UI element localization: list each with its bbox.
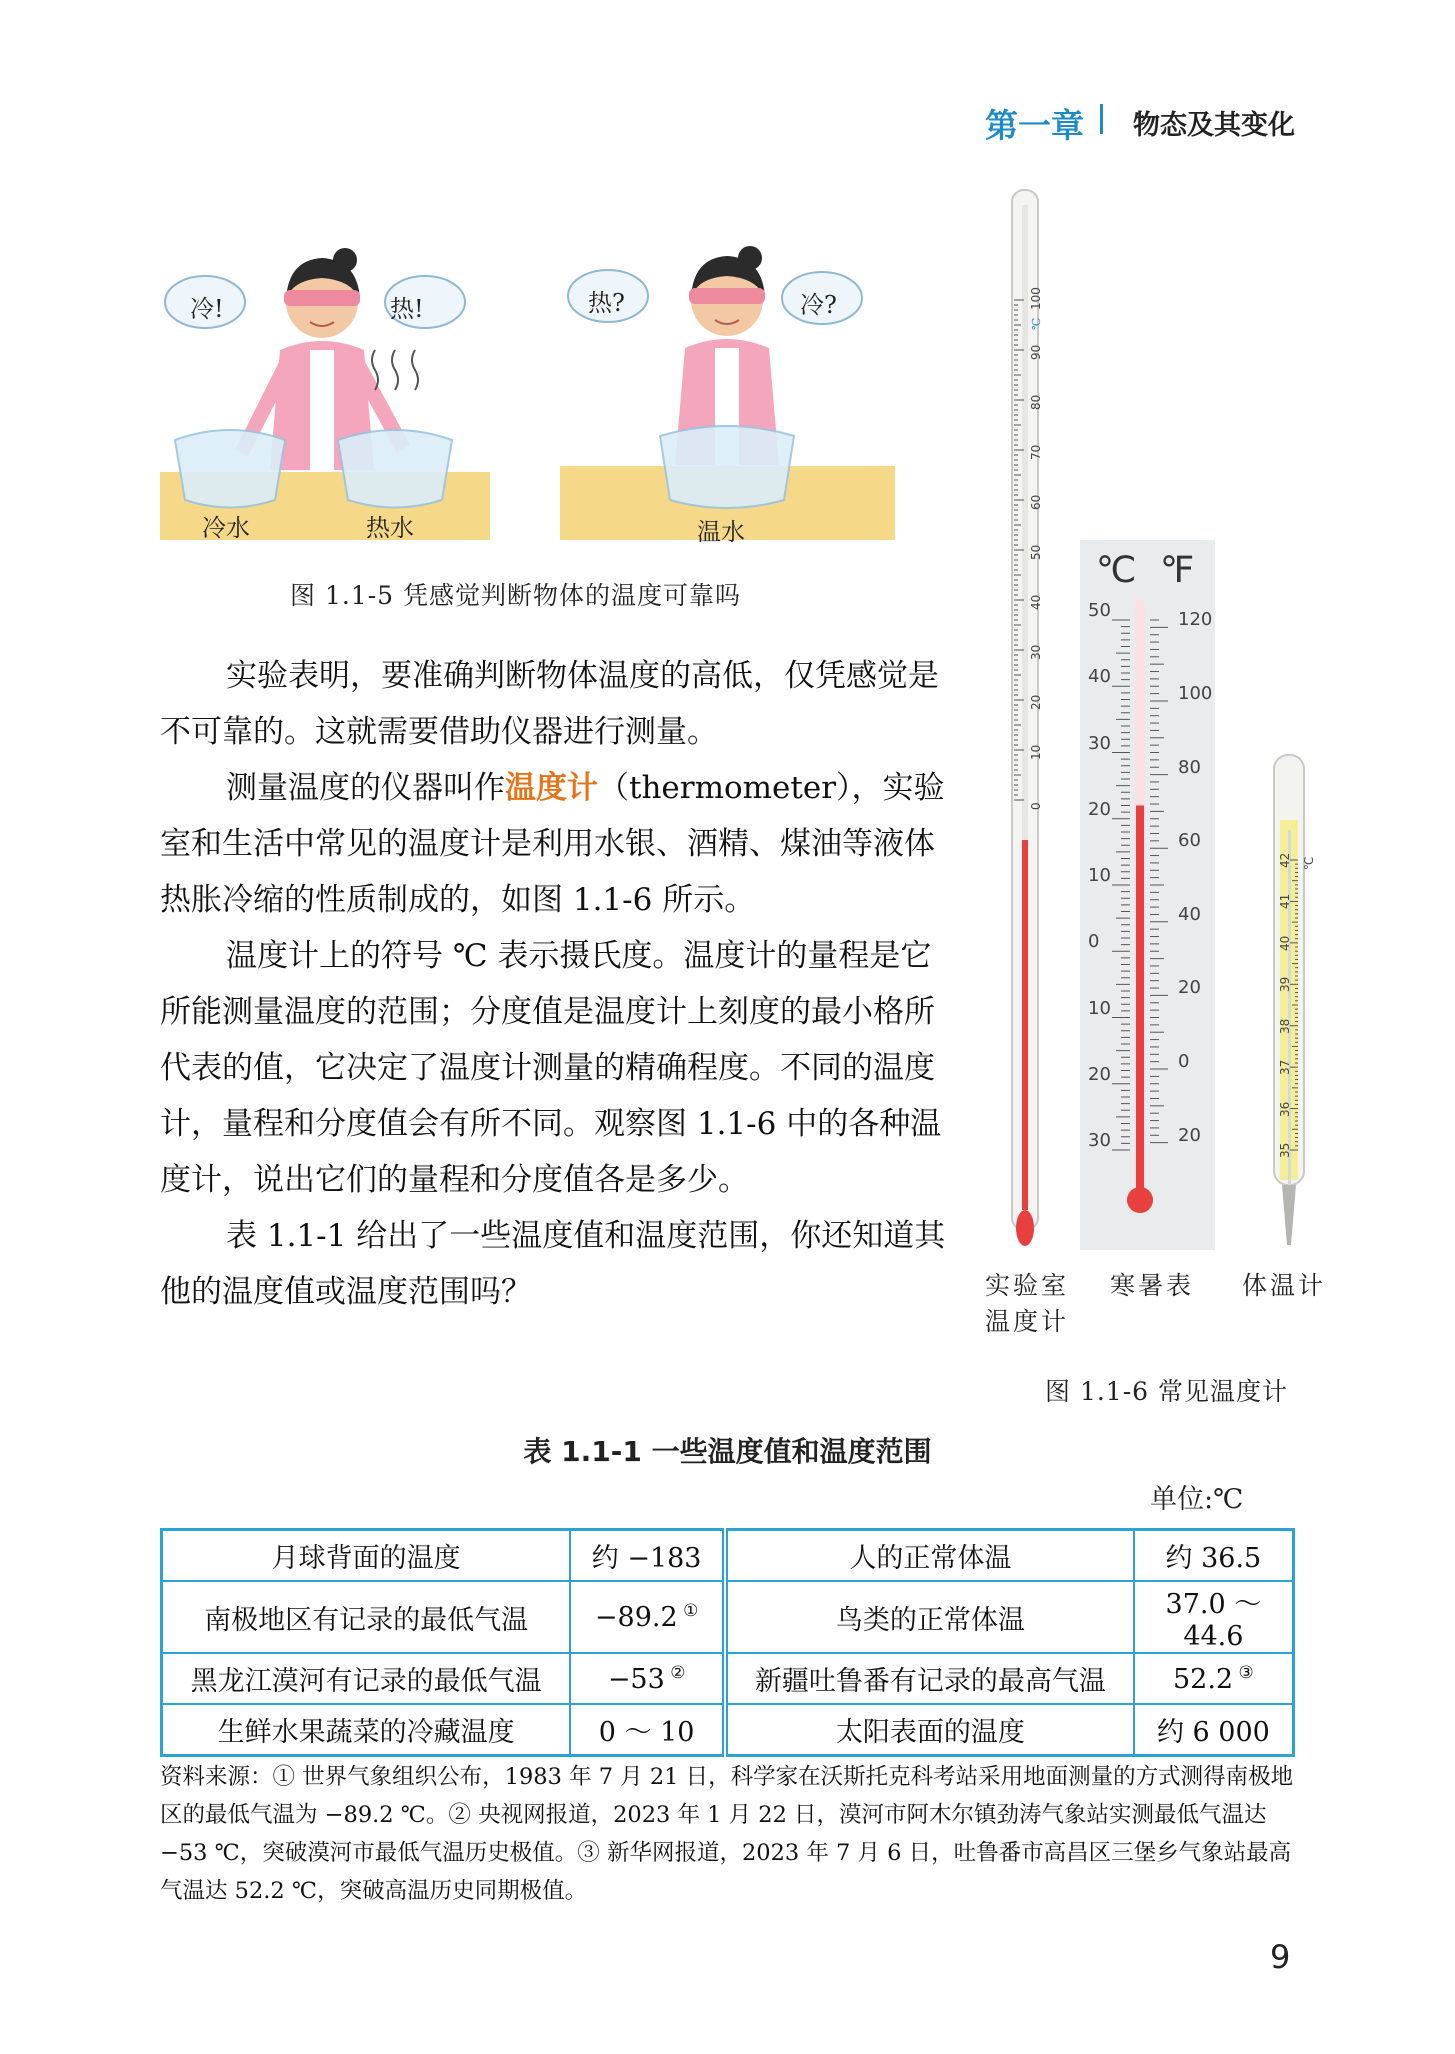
fahrenheit-tick-label: 120 — [1178, 609, 1213, 631]
bubble-hot-question: 热? — [588, 289, 625, 317]
page-number: 9 — [1270, 1938, 1291, 1976]
celsius-tick-label: 20 — [1088, 1063, 1111, 1085]
clinical-tick-label: 39 — [1278, 977, 1292, 993]
table-cell-item: 黑龙江漠河有记录的最低气温 — [162, 1653, 571, 1704]
table-cell-value: 52.2 ③ — [1134, 1653, 1294, 1704]
paragraph-2-end: （thermometer），实验室和生活中常见的温度计是利用水银、酒精、煤油等液体热胀冷缩的性质制成的，如图 1.1-6 所示。 — [160, 770, 945, 918]
celsius-tick-label: 30 — [1088, 732, 1111, 754]
clinical-thermometer — [1262, 750, 1322, 1250]
table-unit: 单位:℃ — [1150, 1484, 1244, 1515]
table-cell-item: 南极地区有记录的最低气温 — [162, 1581, 571, 1653]
bubble-cold-exclaim: 冷! — [190, 295, 224, 323]
celsius-tick-label: 10 — [1088, 865, 1111, 886]
table-cell-item: 生鲜水果蔬菜的冷藏温度 — [162, 1704, 571, 1756]
footnote-marker: ③ — [1233, 1662, 1254, 1683]
celsius-tick-label: 30 — [1088, 1130, 1111, 1151]
table-cell-value: −89.2 ① — [570, 1581, 725, 1653]
body-text — [160, 648, 950, 1320]
clinical-unit-label: ℃ — [1302, 856, 1316, 870]
lab-thermometer-graphic — [1000, 180, 1060, 1260]
lab-tick-label: 40 — [1029, 594, 1043, 610]
table-cell-value: −53 ② — [570, 1653, 725, 1704]
chapter-label: 第一章 — [985, 106, 1084, 145]
fahrenheit-tick-label: 20 — [1178, 977, 1201, 999]
label-cold-water: 冷水 — [202, 514, 250, 542]
fahrenheit-tick-label: 0 — [1178, 1051, 1190, 1073]
footnote-marker: ① — [677, 1601, 699, 1621]
fahrenheit-tick-label: 20 — [1178, 1124, 1201, 1146]
fahrenheit-tick-label: 80 — [1178, 756, 1201, 778]
label-lab-thermometer: 实验室温度计 — [985, 1271, 1070, 1336]
table-cell-value: 约 6 000 — [1134, 1704, 1294, 1756]
table-cell-item: 人的正常体温 — [725, 1530, 1134, 1582]
clinical-tick-label: 38 — [1278, 1018, 1292, 1034]
bubble-hot-exclaim: 热! — [390, 295, 424, 323]
chapter-title: 物态及其变化 — [1133, 110, 1295, 141]
lab-tick-label: 60 — [1029, 494, 1043, 510]
label-hot-water: 热水 — [366, 514, 414, 542]
paragraph-3: 温度计上的符号 ℃ 表示摄氏度。温度计的量程是它所能测量温度的范围；分度值是温度计上刻度的最小格所代表的值，它决定了温度计测量的精确程度。不同的温度计，量程和分度值会有所不同。观察图 1.1-6 中的各种温度计，说出它们的量程和分度值各是多少。 — [160, 938, 942, 1198]
celsius-tick-label: 50 — [1088, 600, 1111, 621]
clinical-tick-label: 41 — [1278, 894, 1292, 910]
girl-hands-in-cold-and-hot-water-illustration — [160, 240, 490, 540]
table-cell-item: 太阳表面的温度 — [725, 1704, 1134, 1756]
table-row — [162, 1581, 1294, 1653]
table-cell-item: 鸟类的正常体温 — [725, 1581, 1134, 1653]
paragraph-1: 实验表明，要准确判断物体温度的高低，仅凭感觉是不可靠的。这就需要借助仪器进行测量。 — [160, 658, 939, 750]
celsius-tick-label: 40 — [1088, 666, 1111, 688]
figure-1-1-5-caption: 图 1.1-5 凭感觉判断物体的温度可靠吗 — [290, 581, 742, 610]
lab-tick-label: 10 — [1029, 744, 1043, 760]
clinical-tick-label: 37 — [1278, 1059, 1292, 1076]
lab-thermometer — [1000, 180, 1060, 1260]
paragraph-2-start: 测量温度的仪器叫作 — [226, 770, 505, 806]
lab-tick-label: 70 — [1029, 444, 1043, 460]
fahrenheit-tick-label: 60 — [1178, 830, 1201, 852]
header-separator — [1100, 104, 1103, 134]
celsius-tick-label: 10 — [1088, 997, 1111, 1019]
table-cell-value: 37.0 ～ 44.6 — [1134, 1581, 1294, 1653]
figure-left-scene — [160, 240, 490, 540]
table-cell-value: 0 ～ 10 — [570, 1704, 725, 1756]
lab-tick-label: 100 — [1029, 287, 1043, 310]
celsius-tick-label: 20 — [1088, 798, 1111, 820]
table-row — [162, 1530, 1294, 1582]
lab-tick-label: 0 — [1029, 802, 1043, 810]
table-title: 表 1.1-1 一些温度值和温度范围 — [523, 1435, 932, 1468]
lab-tick-label: 30 — [1029, 644, 1043, 660]
clinical-tick-label: 40 — [1278, 935, 1292, 951]
clinical-tick-label: 36 — [1278, 1101, 1292, 1117]
fahrenheit-symbol: ℉ — [1160, 550, 1195, 591]
lab-tick-label: 50 — [1029, 544, 1043, 560]
label-hanshu: 寒暑表 — [1110, 1271, 1195, 1300]
lab-tick-label: 80 — [1029, 394, 1043, 410]
label-clinical-thermometer: 体温计 — [1242, 1271, 1327, 1300]
clinical-tick-label: 42 — [1278, 852, 1292, 868]
clinical-tick-label: 35 — [1278, 1142, 1292, 1158]
term-thermometer: 温度计 — [505, 770, 598, 806]
table-row — [162, 1653, 1294, 1704]
table-cell-value: 约 36.5 — [1134, 1530, 1294, 1582]
table-cell-value: 约 −183 — [570, 1530, 725, 1582]
bubble-cold-question: 冷? — [800, 291, 837, 319]
lab-tick-label: 20 — [1029, 694, 1043, 710]
table-row — [162, 1704, 1294, 1756]
celsius-symbol: ℃ — [1096, 550, 1137, 591]
clinical-thermometer-graphic — [1262, 750, 1322, 1250]
celsius-tick-label: 0 — [1088, 931, 1100, 953]
table-cell-item: 月球背面的温度 — [162, 1530, 571, 1582]
source-footnote: 资料来源：① 世界气象组织公布，1983 年 7 月 21 日，科学家在沃斯托克科考站采用地面测量的方式测得南极地区的最低气温为 −89.2 ℃。② 央视网报道，2023 年 1 月 22 日，漠河市阿木尔镇劲涛气象站实测最低气温达 −53 ℃，突破漠河市最低气温历史极值。③ 新华网报道，2023 年 7 月 6 日，吐鲁番市高昌区三堡乡气象站最高气温达 52.2 ℃，突破高温历史同期极值。 — [160, 1764, 1294, 1904]
fahrenheit-tick-label: 100 — [1178, 682, 1213, 704]
temperature-table — [160, 1528, 1295, 1757]
table-cell-item: 新疆吐鲁番有记录的最高气温 — [725, 1653, 1134, 1704]
fahrenheit-tick-label: 40 — [1178, 903, 1201, 925]
lab-tick-label: 90 — [1029, 344, 1043, 360]
paragraph-2 — [160, 760, 950, 928]
paragraph-4: 表 1.1-1 给出了一些温度值和温度范围，你还知道其他的温度值或温度范围吗？ — [160, 1218, 946, 1310]
lab-unit-label: ℃ — [1030, 317, 1043, 330]
figure-1-1-6-caption: 图 1.1-6 常见温度计 — [1045, 1377, 1289, 1406]
label-warm-water: 温水 — [697, 518, 745, 546]
footnote-marker: ② — [664, 1662, 686, 1683]
